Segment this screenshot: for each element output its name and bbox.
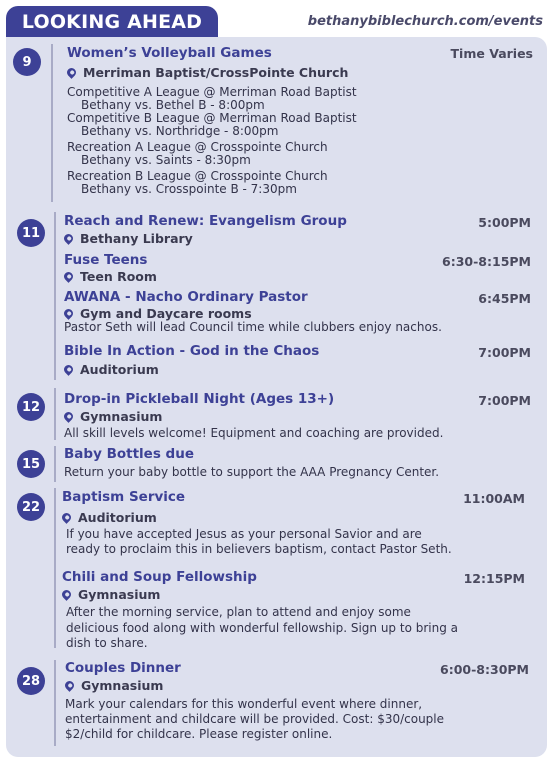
event-line: Bethany vs. Saints - 8:30pm (81, 153, 251, 167)
event-location-baptism (62, 510, 157, 525)
location-pin-icon (63, 679, 76, 692)
event-location-couples (65, 678, 163, 693)
header-tab (6, 6, 218, 38)
location-pin-icon (62, 363, 75, 376)
event-description-chili: After the morning service, plan to attend and enjoy some (66, 605, 411, 619)
location-pin-icon (60, 511, 73, 524)
event-line: Bethany vs. Northridge - 8:00pm (81, 124, 279, 138)
event-time-fuse: 6:30-8:15PM (442, 254, 531, 269)
location-label: Gymnasium (81, 678, 164, 693)
event-line: Bethany vs. Bethel B - 8:00pm (81, 98, 265, 112)
event-location-pickleball (64, 409, 162, 424)
event-description-awana: Pastor Seth will lead Council time while clubbers enjoy nachos. (64, 320, 442, 334)
date-badge-12: 12 (17, 393, 45, 421)
date-badge-22: 22 (17, 493, 45, 521)
event-description-bottles: Return your baby bottle to support the AAA Pregnancy Center. (64, 465, 440, 479)
divider-line (54, 488, 56, 648)
event-title-reach: Reach and Renew: Evangelism Group (64, 213, 347, 229)
location-pin-icon (62, 307, 75, 320)
event-title-pickleball: Drop-in Pickleball Night (Ages 13+) (64, 391, 335, 407)
date-badge-15: 15 (17, 450, 45, 478)
divider-line (51, 44, 53, 202)
event-time-volleyball: Time Varies (450, 46, 533, 61)
divider-line (54, 660, 56, 746)
location-label: Gymnasium (80, 409, 163, 424)
location-label: Teen Room (80, 269, 157, 284)
event-description-couples: entertainment and childcare will be provided. Cost: $30/couple (65, 712, 445, 726)
event-time-reach: 5:00PM (478, 215, 531, 230)
event-location-fuse (64, 269, 157, 284)
website-link[interactable]: bethanybiblechurch.com/events (307, 14, 543, 29)
date-badge-11: 11 (17, 219, 45, 247)
event-location-chili (62, 587, 160, 602)
location-pin-icon (62, 410, 75, 423)
date-badge-9: 9 (13, 48, 41, 76)
event-title-fuse: Fuse Teens (64, 252, 148, 268)
location-pin-icon (65, 66, 78, 79)
date-badge-28: 28 (17, 667, 45, 695)
event-location-awana (64, 306, 252, 321)
event-location-volleyball (67, 65, 348, 80)
event-description-baptism: ready to proclaim this in believers baptism, contact Pastor Seth. (66, 542, 452, 556)
location-pin-icon (62, 232, 75, 245)
event-time-couples: 6:00-8:30PM (440, 662, 529, 677)
divider-line (54, 388, 56, 440)
event-line: Bethany vs. Crosspointe B - 7:30pm (81, 182, 297, 196)
event-description-chili: delicious food along with wonderful fellowship. Sign up to bring a (66, 621, 458, 635)
event-description-baptism: If you have accepted Jesus as your personal Savior and are (66, 527, 422, 541)
event-description-couples: Mark your calendars for this wonderful event where dinner, (65, 697, 423, 711)
event-description-pickleball: All skill levels welcome! Equipment and coaching are provided. (64, 426, 444, 440)
page-title: LOOKING AHEAD (21, 11, 203, 33)
location-pin-icon (62, 270, 75, 283)
event-location-bible (64, 362, 159, 377)
event-line: Competitive B League @ Merriman Road Baptist (67, 111, 357, 125)
event-location-reach (64, 231, 193, 246)
event-line: Competitive A League @ Merriman Road Baptist (67, 85, 357, 99)
location-pin-icon (60, 588, 73, 601)
location-label: Gymnasium (78, 587, 161, 602)
event-time-baptism: 11:00AM (463, 491, 525, 506)
event-time-pickleball: 7:00PM (478, 393, 531, 408)
event-time-awana: 6:45PM (478, 291, 531, 306)
divider-line (54, 446, 56, 482)
event-title-baptism: Baptism Service (62, 489, 186, 505)
divider-line (54, 212, 56, 380)
event-title-bottles: Baby Bottles due (64, 446, 194, 462)
event-title-volleyball: Women’s Volleyball Games (67, 45, 272, 61)
location-label: Merriman Baptist/CrossPointe Church (83, 65, 349, 80)
event-time-bible: 7:00PM (478, 345, 531, 360)
location-label: Auditorium (78, 510, 157, 525)
event-title-awana: AWANA - Nacho Ordinary Pastor (64, 289, 308, 305)
event-line: Recreation A League @ Crosspointe Church (67, 140, 328, 154)
location-label: Bethany Library (80, 231, 193, 246)
event-time-chili: 12:15PM (463, 571, 525, 586)
event-title-bible: Bible In Action - God in the Chaos (64, 343, 320, 359)
location-label: Auditorium (80, 362, 159, 377)
event-title-couples: Couples Dinner (65, 660, 181, 676)
event-title-chili: Chili and Soup Fellowship (62, 569, 257, 585)
event-description-couples: $2/child for childcare. Please register online. (65, 727, 333, 741)
event-description-chili: dish to share. (66, 636, 148, 650)
location-label: Gym and Daycare rooms (80, 306, 252, 321)
event-line: Recreation B League @ Crosspointe Church (67, 169, 328, 183)
